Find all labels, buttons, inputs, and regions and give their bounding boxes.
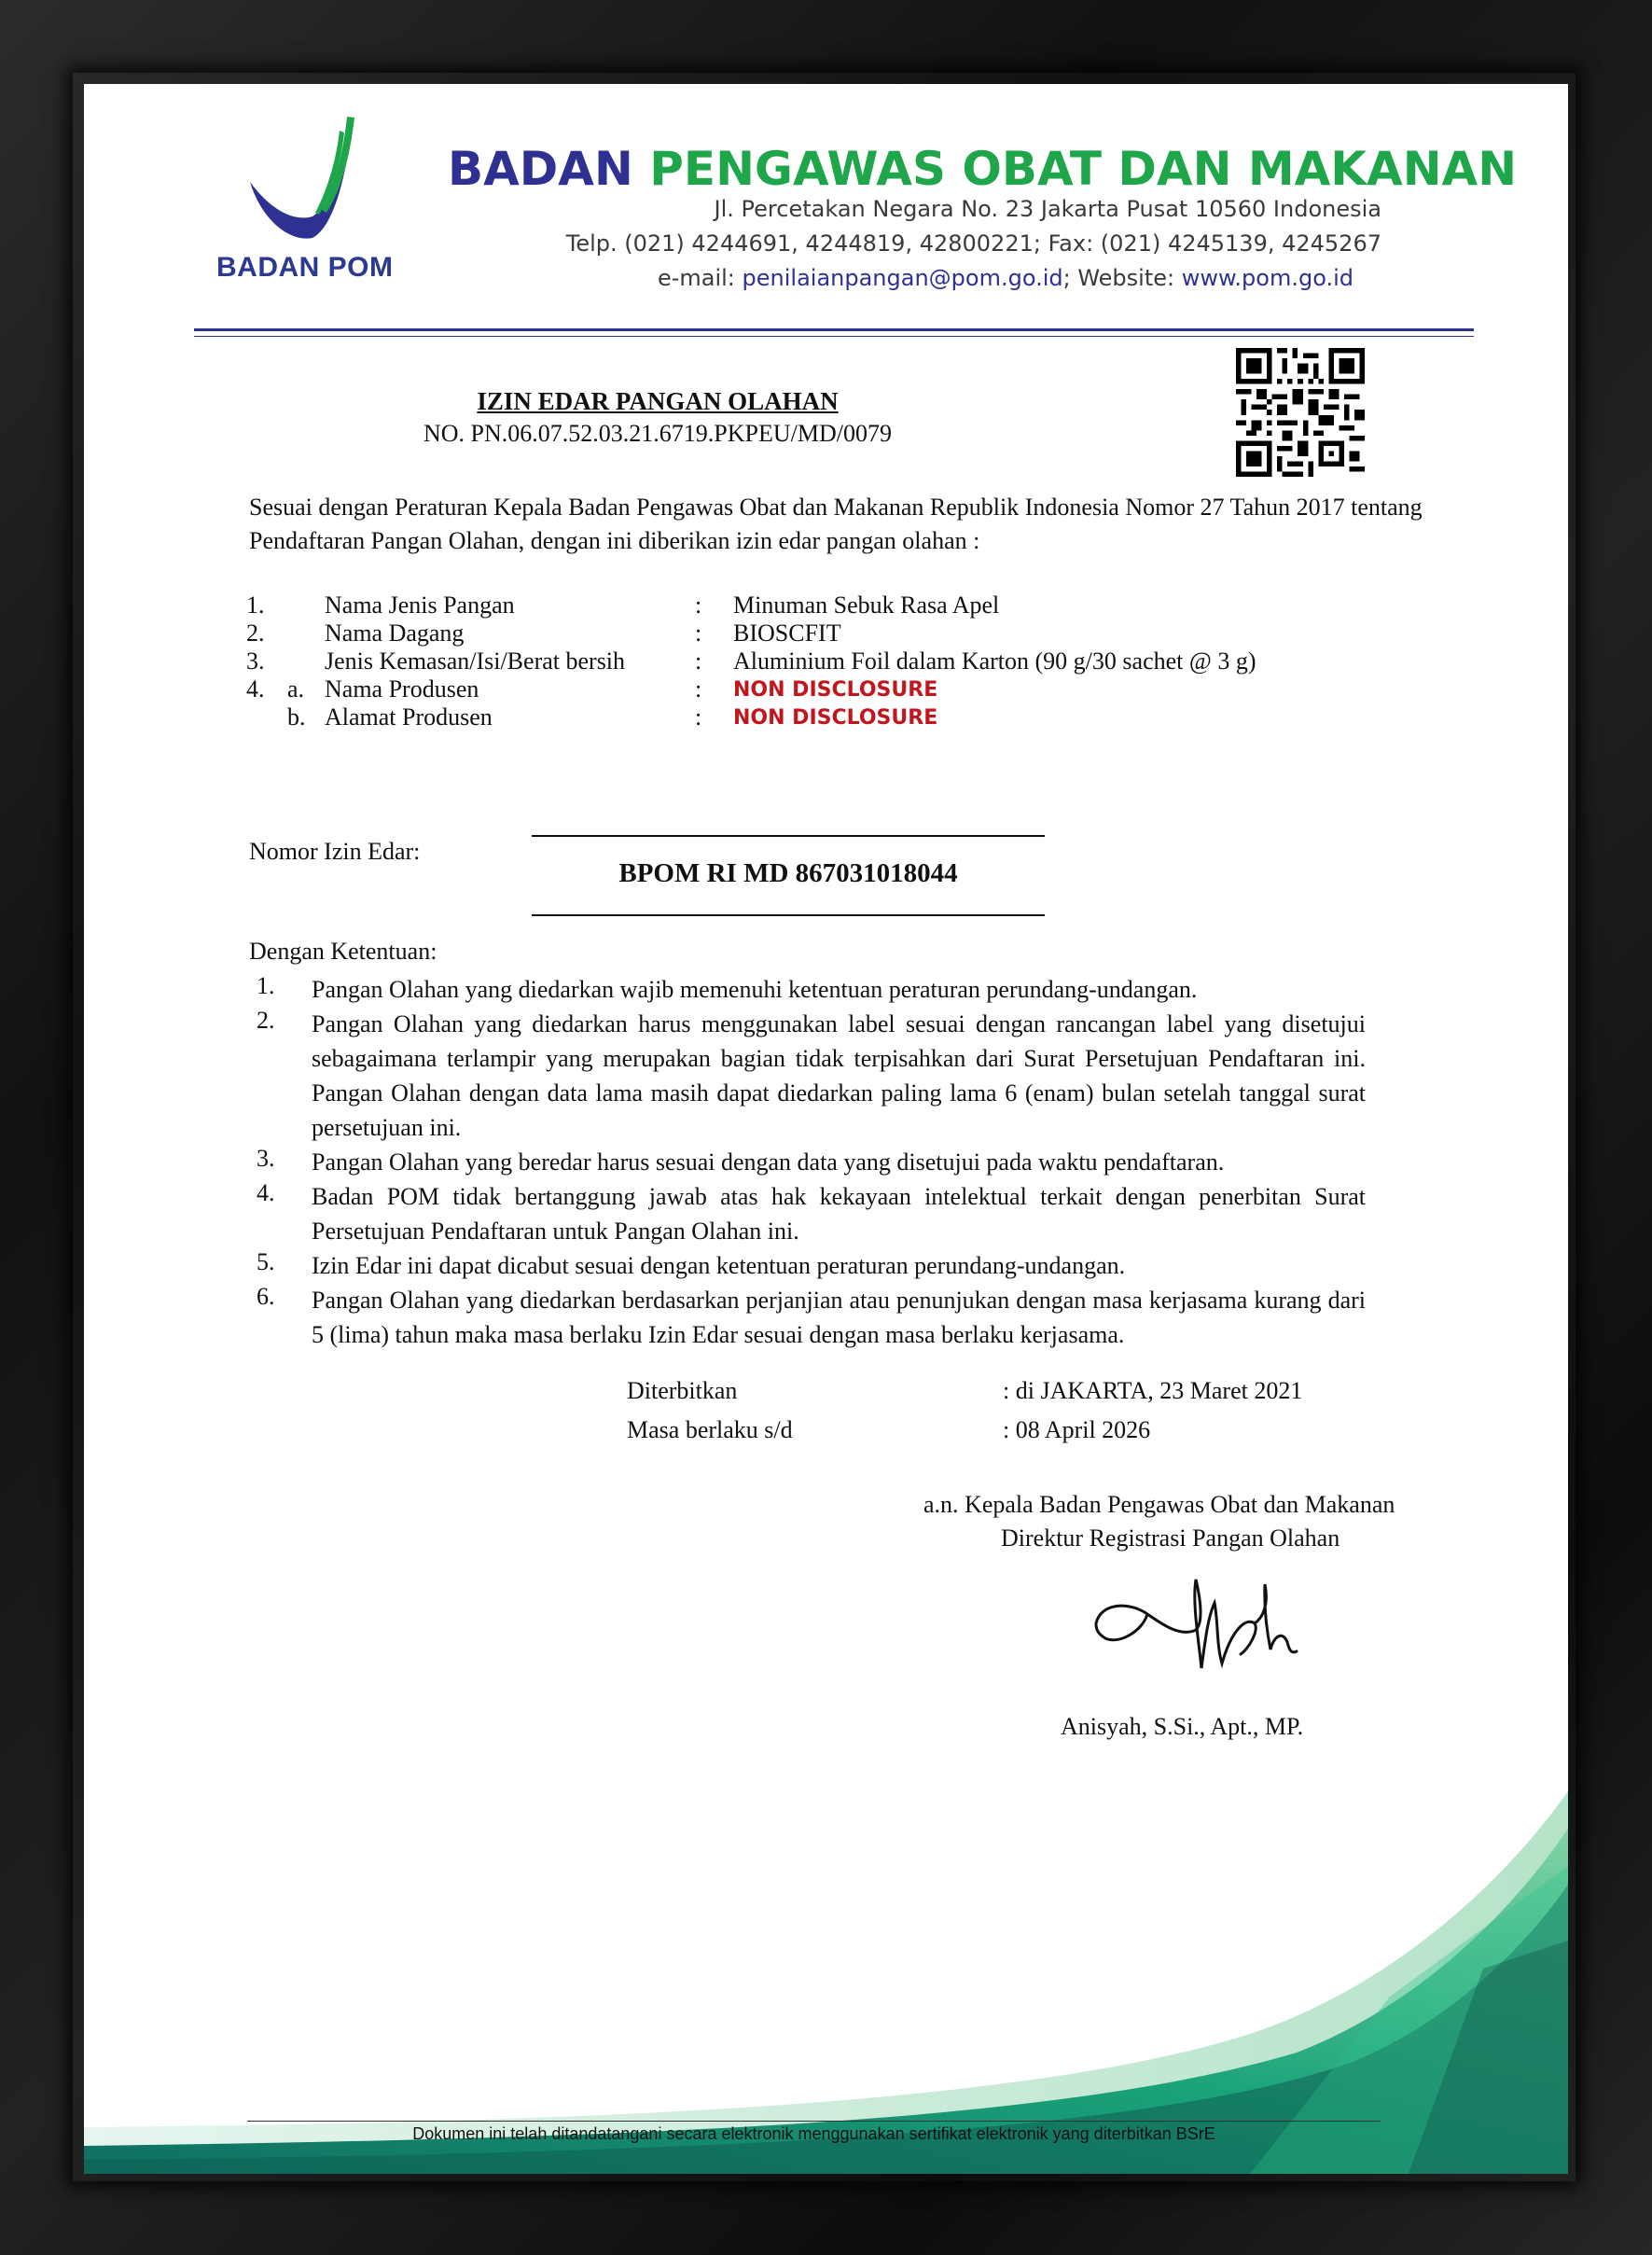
agency-address: Jl. Percetakan Negara No. 23 Jakarta Pusat 10560 Indonesia	[714, 196, 1381, 222]
valid-until-value: : 08 April 2026	[1003, 1416, 1151, 1443]
item-value-food-type: Minuman Sebuk Rasa Apel	[733, 592, 1000, 619]
agency-contact	[421, 265, 1354, 291]
logo-text: BADAN POM	[216, 252, 394, 283]
item-colon: :	[695, 619, 702, 647]
header-divider-thin	[194, 336, 1474, 337]
item-number: 4.	[246, 675, 265, 703]
condition-number: 4.	[257, 1179, 275, 1206]
website-label: ; Website:	[1062, 265, 1182, 291]
signatory-name: Anisyah, S.Si., Apt., MP.	[1061, 1713, 1304, 1740]
signatory-line2: Direktur Registrasi Pangan Olahan	[1001, 1524, 1340, 1552]
item-label-producer-address: Alamat Produsen	[325, 703, 493, 731]
condition-number: 5.	[257, 1248, 275, 1275]
item-sub-letter: b.	[287, 703, 306, 731]
condition-text: Izin Edar ini dapat dicabut sesuai dengan ketentuan peraturan perundang-undangan.	[312, 1252, 1126, 1279]
item-number: 1.	[246, 592, 265, 619]
intro-paragraph: Sesuai dengan Peraturan Kepala Badan Pengawas Obat dan Makanan Republik Indonesia Nomor 27 Tahun 2017 tentang Pendaftaran Pangan Olahan, dengan ini diberikan izin edar pangan olahan :	[249, 494, 1423, 554]
email-link[interactable]: penilaianpangan@pom.go.id	[742, 265, 1063, 291]
issued-value: : di JAKARTA, 23 Maret 2021	[1003, 1377, 1303, 1404]
qr-code-icon	[1236, 348, 1365, 477]
item-label-packaging: Jenis Kemasan/Isi/Berat bersih	[325, 647, 626, 675]
item-colon: :	[695, 703, 702, 731]
footer-note: Dokumen ini telah ditandatangani secara elektronik menggunakan sertifikat elektronik yang diterbitkan BSrE	[412, 2124, 1215, 2143]
item-value-packaging: Aluminium Foil dalam Karton (90 g/30 sachet @ 3 g)	[733, 647, 1256, 675]
item-value-producer-address: NON DISCLOSURE	[733, 706, 938, 730]
valid-until-label: Masa berlaku s/d	[627, 1416, 793, 1443]
condition-text: Badan POM tidak bertanggung jawab atas hak kekayaan intelektual terkait dengan penerbitan Surat Persetujuan Pendaftaran untuk Pangan Olahan ini.	[312, 1183, 1366, 1245]
item-colon: :	[695, 647, 702, 675]
website-link[interactable]: www.pom.go.id	[1181, 265, 1354, 291]
condition-text: Pangan Olahan yang diedarkan berdasarkan perjanjian atau penunjukan dengan masa kerjasama kurang dari 5 (lima) tahun maka masa berlaku Izin Edar sesuai dengan masa berlaku kerjasama.	[312, 1287, 1366, 1348]
email-label: e-mail:	[657, 265, 743, 291]
conditions-heading: Dengan Ketentuan:	[249, 938, 437, 965]
document-number: NO. PN.06.07.52.03.21.6719.PKPEU/MD/0079	[423, 420, 892, 447]
item-value-trade-name: BIOSCFIT	[733, 619, 841, 647]
item-number: 3.	[246, 647, 265, 675]
condition-text: Pangan Olahan yang beredar harus sesuai dengan data yang disetujui pada waktu pendaftaran.	[312, 1148, 1225, 1176]
permit-top-line	[532, 835, 1045, 837]
item-colon: :	[695, 675, 702, 703]
condition-number: 1.	[257, 972, 275, 999]
item-colon: :	[695, 592, 702, 619]
decorative-swoosh	[84, 1754, 1568, 2174]
badan-pom-logo-icon	[243, 112, 373, 252]
footer-divider	[247, 2121, 1381, 2122]
item-label-trade-name: Nama Dagang	[325, 619, 465, 647]
agency-name-part2: PENGAWAS OBAT DAN MAKANAN	[649, 142, 1518, 196]
document-title: IZIN EDAR PANGAN OLAHAN	[477, 387, 839, 415]
item-number: 2.	[246, 619, 265, 647]
agency-phone: Telp. (021) 4244691, 4244819, 42800221; Fax: (021) 4245139, 4245267	[565, 230, 1381, 257]
item-value-producer-name: NON DISCLOSURE	[733, 678, 938, 702]
condition-text: Pangan Olahan yang diedarkan harus menggunakan label sesuai dengan rancangan label yang disetujui sebagaimana terlampir yang merupakan bagian tidak terpisahkan dari Surat Persetujuan Pendaftaran ini. Pangan Olahan dengan data lama masih dapat diedarkan paling lama 6 (enam) bulan setelah tanggal surat persetujuan ini.	[312, 1010, 1366, 1141]
item-label-food-type: Nama Jenis Pangan	[325, 592, 515, 619]
issued-label: Diterbitkan	[627, 1377, 738, 1404]
item-label-producer-name: Nama Produsen	[325, 675, 479, 703]
condition-text: Pangan Olahan yang diedarkan wajib memenuhi ketentuan peraturan perundang-undangan.	[312, 976, 1198, 1003]
agency-name	[448, 142, 1517, 196]
condition-number: 3.	[257, 1145, 275, 1172]
condition-number: 2.	[257, 1007, 275, 1034]
certificate-document	[84, 84, 1568, 2174]
agency-name-part1: BADAN	[448, 142, 650, 196]
item-sub-letter: a.	[287, 675, 305, 703]
header-divider	[194, 328, 1474, 331]
signature-icon	[1091, 1566, 1315, 1677]
signatory-line1: a.n. Kepala Badan Pengawas Obat dan Makanan	[923, 1491, 1395, 1518]
permit-number: BPOM RI MD 867031018044	[618, 858, 958, 888]
condition-number: 6.	[257, 1283, 275, 1310]
permit-bottom-line	[532, 914, 1045, 916]
permit-label: Nomor Izin Edar:	[249, 838, 421, 865]
